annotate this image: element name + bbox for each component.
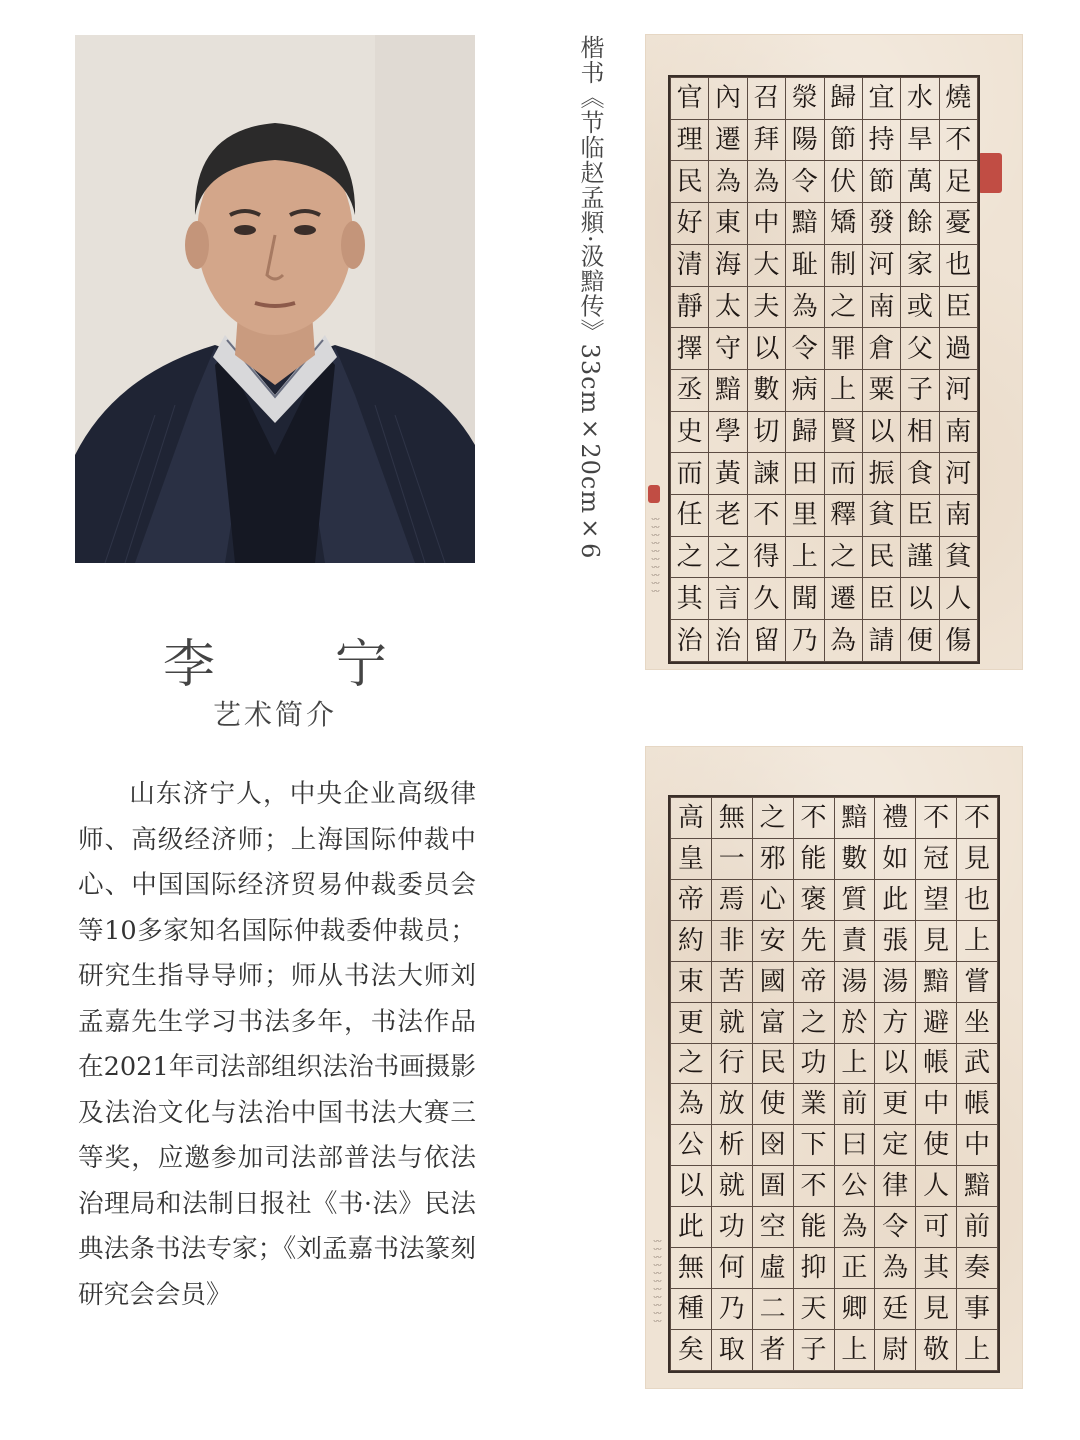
calligraphy-character: 定 xyxy=(875,1125,916,1166)
calligraphy-character: 中 xyxy=(747,203,785,245)
calligraphy-character: 以 xyxy=(901,578,939,620)
calligraphy-character: 帝 xyxy=(793,961,834,1002)
calligraphy-character: 任 xyxy=(671,495,709,537)
calligraphy-character: 之 xyxy=(824,536,862,578)
calligraphy-character: 放 xyxy=(711,1084,752,1125)
calligraphy-character: 前 xyxy=(834,1084,875,1125)
calligraphy-character: 國 xyxy=(752,961,793,1002)
character-grid-2 xyxy=(668,795,1000,1373)
calligraphy-character: 民 xyxy=(671,161,709,203)
grid-row xyxy=(671,328,978,370)
calligraphy-character: 之 xyxy=(793,1002,834,1043)
calligraphy-character: 為 xyxy=(747,161,785,203)
calligraphy-character: 人 xyxy=(916,1166,957,1207)
calligraphy-character: 南 xyxy=(862,286,900,328)
calligraphy-character: 曰 xyxy=(834,1125,875,1166)
grid-row xyxy=(671,536,978,578)
calligraphy-character: 武 xyxy=(957,1043,998,1084)
calligraphy-character: 數 xyxy=(834,838,875,879)
calligraphy-character: 帝 xyxy=(671,879,712,920)
calligraphy-character: 上 xyxy=(824,369,862,411)
calligraphy-character: 方 xyxy=(875,1002,916,1043)
calligraphy-character: 不 xyxy=(793,798,834,839)
calligraphy-character: 律 xyxy=(875,1166,916,1207)
calligraphy-character: 上 xyxy=(834,1329,875,1370)
grid-row xyxy=(671,1002,998,1043)
calligraphy-character: 令 xyxy=(786,328,824,370)
artist-subtitle: 艺术简介 xyxy=(212,698,337,731)
calligraphy-character: 田 xyxy=(786,453,824,495)
calligraphy-character: 不 xyxy=(957,798,998,839)
calligraphy-character: 此 xyxy=(875,879,916,920)
calligraphy-character: 望 xyxy=(916,879,957,920)
calligraphy-character: 海 xyxy=(709,244,747,286)
calligraphy-character: 史 xyxy=(671,411,709,453)
calligraphy-character: 過 xyxy=(939,328,977,370)
calligraphy-character: 之 xyxy=(709,536,747,578)
calligraphy-character: 伏 xyxy=(824,161,862,203)
calligraphy-character: 以 xyxy=(747,328,785,370)
calligraphy-character: 此 xyxy=(671,1207,712,1248)
grid-row xyxy=(671,203,978,245)
portrait-illustration xyxy=(75,35,475,563)
grid-row xyxy=(671,961,998,1002)
calligraphy-character: 旱 xyxy=(901,119,939,161)
grid-row xyxy=(671,78,978,120)
calligraphy-character: 請 xyxy=(862,620,900,662)
calligraphy-character: 為 xyxy=(824,620,862,662)
grid-row xyxy=(671,1043,998,1084)
calligraphy-character: 拜 xyxy=(747,119,785,161)
calligraphy-character: 遷 xyxy=(709,119,747,161)
grid-row xyxy=(671,119,978,161)
grid-row xyxy=(671,1329,998,1370)
calligraphy-character: 尉 xyxy=(875,1329,916,1370)
calligraphy-character: 民 xyxy=(752,1043,793,1084)
calligraphy-character: 功 xyxy=(711,1207,752,1248)
calligraphy-character: 或 xyxy=(901,286,939,328)
calligraphy-character: 子 xyxy=(901,369,939,411)
calligraphy-character: 可 xyxy=(916,1207,957,1248)
calligraphy-character: 召 xyxy=(747,78,785,120)
calligraphy-character: 卿 xyxy=(834,1289,875,1330)
calligraphy-character: 苦 xyxy=(711,961,752,1002)
calligraphy-character: 空 xyxy=(752,1207,793,1248)
calligraphy-character: 責 xyxy=(834,920,875,961)
calligraphy-character: 避 xyxy=(916,1002,957,1043)
calligraphy-character: 里 xyxy=(786,495,824,537)
calligraphy-character: 為 xyxy=(671,1084,712,1125)
calligraphy-character: 南 xyxy=(939,411,977,453)
calligraphy-character: 一 xyxy=(711,838,752,879)
calligraphy-character: 而 xyxy=(824,453,862,495)
calligraphy-character: 黯 xyxy=(916,961,957,1002)
grid-table-2 xyxy=(670,797,998,1371)
calligraphy-character: 切 xyxy=(747,411,785,453)
calligraphy-character: 也 xyxy=(957,879,998,920)
calligraphy-character: 官 xyxy=(671,78,709,120)
calligraphy-character: 不 xyxy=(793,1166,834,1207)
calligraphy-character: 黃 xyxy=(709,453,747,495)
calligraphy-character: 囹 xyxy=(752,1125,793,1166)
calligraphy-character: 燒 xyxy=(939,78,977,120)
calligraphy-character: 業 xyxy=(793,1084,834,1125)
grid-row xyxy=(671,1248,998,1289)
calligraphy-sheet-2 xyxy=(646,747,1022,1388)
calligraphy-character: 心 xyxy=(752,879,793,920)
calligraphy-character: 為 xyxy=(875,1248,916,1289)
calligraphy-character: 奏 xyxy=(957,1248,998,1289)
calligraphy-character: 也 xyxy=(939,244,977,286)
calligraphy-character: 不 xyxy=(916,798,957,839)
calligraphy-character: 留 xyxy=(747,620,785,662)
calligraphy-character: 無 xyxy=(671,1248,712,1289)
calligraphy-character: 其 xyxy=(671,578,709,620)
calligraphy-character: 以 xyxy=(671,1166,712,1207)
calligraphy-character: 能 xyxy=(793,838,834,879)
calligraphy-character: 上 xyxy=(786,536,824,578)
calligraphy-character: 粟 xyxy=(862,369,900,411)
calligraphy-character: 如 xyxy=(875,838,916,879)
calligraphy-character: 內 xyxy=(709,78,747,120)
calligraphy-character: 靜 xyxy=(671,286,709,328)
calligraphy-character: 見 xyxy=(916,1289,957,1330)
calligraphy-character: 諫 xyxy=(747,453,785,495)
calligraphy-character: 餘 xyxy=(901,203,939,245)
calligraphy-character: 前 xyxy=(957,1207,998,1248)
calligraphy-character: 河 xyxy=(939,453,977,495)
calligraphy-character: 焉 xyxy=(711,879,752,920)
calligraphy-character: 數 xyxy=(747,369,785,411)
calligraphy-character: 何 xyxy=(711,1248,752,1289)
calligraphy-character: 遷 xyxy=(824,578,862,620)
calligraphy-character: 相 xyxy=(901,411,939,453)
calligraphy-character: 滎 xyxy=(786,78,824,120)
calligraphy-character: 種 xyxy=(671,1289,712,1330)
calligraphy-character: 湯 xyxy=(875,961,916,1002)
calligraphy-character: 父 xyxy=(901,328,939,370)
calligraphy-character: 取 xyxy=(711,1329,752,1370)
calligraphy-character: 束 xyxy=(671,961,712,1002)
calligraphy-character: 憂 xyxy=(939,203,977,245)
calligraphy-character: 足 xyxy=(939,161,977,203)
calligraphy-character: 陽 xyxy=(786,119,824,161)
calligraphy-character: 為 xyxy=(834,1207,875,1248)
artist-signature-2: 〰〰〰〰〰〰〰〰〰〰〰 xyxy=(653,1237,662,1325)
calligraphy-character: 析 xyxy=(711,1125,752,1166)
calligraphy-character: 罪 xyxy=(824,328,862,370)
calligraphy-character: 水 xyxy=(901,78,939,120)
calligraphy-character: 貧 xyxy=(939,536,977,578)
calligraphy-character: 臣 xyxy=(939,286,977,328)
calligraphy-character: 乃 xyxy=(711,1289,752,1330)
calligraphy-character: 抑 xyxy=(793,1248,834,1289)
calligraphy-character: 矣 xyxy=(671,1329,712,1370)
calligraphy-character: 得 xyxy=(747,536,785,578)
character-grid-1 xyxy=(668,75,980,664)
calligraphy-character: 更 xyxy=(671,1002,712,1043)
calligraphy-character: 以 xyxy=(862,411,900,453)
grid-row xyxy=(671,838,998,879)
calligraphy-character: 黯 xyxy=(834,798,875,839)
calligraphy-character: 令 xyxy=(786,161,824,203)
calligraphy-character: 太 xyxy=(709,286,747,328)
calligraphy-character: 臣 xyxy=(862,578,900,620)
artist-portrait xyxy=(75,35,475,563)
grid-row xyxy=(671,495,978,537)
calligraphy-character: 家 xyxy=(901,244,939,286)
grid-row xyxy=(671,798,998,839)
calligraphy-character: 先 xyxy=(793,920,834,961)
calligraphy-character: 敬 xyxy=(916,1329,957,1370)
calligraphy-character: 賢 xyxy=(824,411,862,453)
calligraphy-character: 貧 xyxy=(862,495,900,537)
grid-row xyxy=(671,879,998,920)
calligraphy-character: 虛 xyxy=(752,1248,793,1289)
calligraphy-character: 河 xyxy=(862,244,900,286)
calligraphy-character: 富 xyxy=(752,1002,793,1043)
calligraphy-character: 就 xyxy=(711,1166,752,1207)
calligraphy-character: 不 xyxy=(747,495,785,537)
calligraphy-character: 歸 xyxy=(824,78,862,120)
calligraphy-character: 中 xyxy=(957,1125,998,1166)
calligraphy-character: 謹 xyxy=(901,536,939,578)
calligraphy-character: 二 xyxy=(752,1289,793,1330)
artwork-caption: 楷书《节临赵孟頫·汲黯传》33cm×20cm×6 xyxy=(576,35,604,560)
calligraphy-character: 安 xyxy=(752,920,793,961)
calligraphy-character: 食 xyxy=(901,453,939,495)
calligraphy-character: 便 xyxy=(901,620,939,662)
calligraphy-character: 夫 xyxy=(747,286,785,328)
calligraphy-character: 擇 xyxy=(671,328,709,370)
grid-row xyxy=(671,244,978,286)
calligraphy-character: 節 xyxy=(824,119,862,161)
calligraphy-character: 高 xyxy=(671,798,712,839)
calligraphy-character: 而 xyxy=(671,453,709,495)
calligraphy-character: 者 xyxy=(752,1329,793,1370)
calligraphy-character: 臣 xyxy=(901,495,939,537)
calligraphy-character: 丞 xyxy=(671,369,709,411)
calligraphy-character: 見 xyxy=(957,838,998,879)
calligraphy-character: 歸 xyxy=(786,411,824,453)
grid-table-1 xyxy=(670,77,978,662)
calligraphy-character: 於 xyxy=(834,1002,875,1043)
grid-row xyxy=(671,620,978,662)
calligraphy-character: 治 xyxy=(709,620,747,662)
calligraphy-character: 就 xyxy=(711,1002,752,1043)
calligraphy-character: 非 xyxy=(711,920,752,961)
grid-row xyxy=(671,920,998,961)
calligraphy-character: 病 xyxy=(786,369,824,411)
calligraphy-character: 宜 xyxy=(862,78,900,120)
calligraphy-character: 民 xyxy=(862,536,900,578)
calligraphy-character: 守 xyxy=(709,328,747,370)
artist-signature-1: 〰〰〰〰〰〰〰〰〰〰 xyxy=(651,515,660,595)
calligraphy-character: 嘗 xyxy=(957,961,998,1002)
calligraphy-character: 乃 xyxy=(786,620,824,662)
calligraphy-character: 之 xyxy=(671,1043,712,1084)
calligraphy-sheet-1 xyxy=(646,35,1022,669)
calligraphy-character: 湯 xyxy=(834,961,875,1002)
calligraphy-character: 使 xyxy=(916,1125,957,1166)
calligraphy-character: 上 xyxy=(957,1329,998,1370)
calligraphy-character: 正 xyxy=(834,1248,875,1289)
calligraphy-character: 老 xyxy=(709,495,747,537)
calligraphy-character: 褒 xyxy=(793,879,834,920)
calligraphy-character: 大 xyxy=(747,244,785,286)
grid-row xyxy=(671,1207,998,1248)
calligraphy-character: 中 xyxy=(916,1084,957,1125)
calligraphy-character: 振 xyxy=(862,453,900,495)
calligraphy-character: 東 xyxy=(709,203,747,245)
calligraphy-character: 之 xyxy=(671,536,709,578)
calligraphy-character: 好 xyxy=(671,203,709,245)
calligraphy-character: 制 xyxy=(824,244,862,286)
calligraphy-character: 言 xyxy=(709,578,747,620)
calligraphy-character: 圄 xyxy=(752,1166,793,1207)
calligraphy-character: 上 xyxy=(957,920,998,961)
calligraphy-character: 為 xyxy=(786,286,824,328)
calligraphy-character: 萬 xyxy=(901,161,939,203)
calligraphy-character: 能 xyxy=(793,1207,834,1248)
calligraphy-character: 黯 xyxy=(709,369,747,411)
calligraphy-character: 禮 xyxy=(875,798,916,839)
calligraphy-character: 皇 xyxy=(671,838,712,879)
grid-row xyxy=(671,411,978,453)
calligraphy-character: 節 xyxy=(862,161,900,203)
calligraphy-character: 張 xyxy=(875,920,916,961)
grid-row xyxy=(671,1166,998,1207)
artist-name: 李 宁 xyxy=(162,635,421,695)
calligraphy-character: 釋 xyxy=(824,495,862,537)
calligraphy-character: 坐 xyxy=(957,1002,998,1043)
calligraphy-character: 無 xyxy=(711,798,752,839)
calligraphy-character: 人 xyxy=(939,578,977,620)
calligraphy-character: 耻 xyxy=(786,244,824,286)
calligraphy-character: 事 xyxy=(957,1289,998,1330)
calligraphy-character: 見 xyxy=(916,920,957,961)
calligraphy-character: 發 xyxy=(862,203,900,245)
calligraphy-character: 以 xyxy=(875,1043,916,1084)
calligraphy-character: 公 xyxy=(671,1125,712,1166)
calligraphy-character: 質 xyxy=(834,879,875,920)
calligraphy-character: 帳 xyxy=(916,1043,957,1084)
grid-row xyxy=(671,1289,998,1330)
calligraphy-character: 其 xyxy=(916,1248,957,1289)
calligraphy-character: 公 xyxy=(834,1166,875,1207)
calligraphy-character: 南 xyxy=(939,495,977,537)
calligraphy-character: 河 xyxy=(939,369,977,411)
calligraphy-character: 子 xyxy=(793,1329,834,1370)
calligraphy-character: 治 xyxy=(671,620,709,662)
seal-stamp-top xyxy=(978,153,1002,193)
grid-row xyxy=(671,369,978,411)
calligraphy-character: 下 xyxy=(793,1125,834,1166)
calligraphy-character: 不 xyxy=(939,119,977,161)
calligraphy-character: 行 xyxy=(711,1043,752,1084)
calligraphy-character: 久 xyxy=(747,578,785,620)
calligraphy-character: 更 xyxy=(875,1084,916,1125)
artist-biography: 山东济宁人，中央企业高级律师、高级经济师；上海国际仲裁中心、中国国际经济贸易仲裁委员会等10多家知名国际仲裁委仲裁员；研究生指导导师；师从书法大师刘孟嘉先生学习书法多年，书法作品在2021年司法部组织法治书画摄影及法治文化与法治中国书法大赛三等奖，应邀参加司法部普法与依法治理局和法制日报社《书·法》民法典法条书法专家；《刘孟嘉书法篆刻研究会会员》 xyxy=(78,779,476,1310)
calligraphy-character: 為 xyxy=(709,161,747,203)
calligraphy-character: 上 xyxy=(834,1043,875,1084)
calligraphy-character: 聞 xyxy=(786,578,824,620)
calligraphy-character: 倉 xyxy=(862,328,900,370)
calligraphy-character: 學 xyxy=(709,411,747,453)
calligraphy-character: 功 xyxy=(793,1043,834,1084)
calligraphy-character: 之 xyxy=(752,798,793,839)
calligraphy-character: 邪 xyxy=(752,838,793,879)
calligraphy-character: 傷 xyxy=(939,620,977,662)
seal-stamp-small xyxy=(648,485,660,503)
grid-row xyxy=(671,1084,998,1125)
calligraphy-character: 冠 xyxy=(916,838,957,879)
grid-row xyxy=(671,161,978,203)
calligraphy-character: 天 xyxy=(793,1289,834,1330)
grid-row xyxy=(671,1125,998,1166)
calligraphy-character: 令 xyxy=(875,1207,916,1248)
calligraphy-character: 黯 xyxy=(786,203,824,245)
grid-row xyxy=(671,578,978,620)
calligraphy-character: 帳 xyxy=(957,1084,998,1125)
calligraphy-character: 理 xyxy=(671,119,709,161)
calligraphy-character: 之 xyxy=(824,286,862,328)
calligraphy-character: 清 xyxy=(671,244,709,286)
calligraphy-character: 約 xyxy=(671,920,712,961)
calligraphy-character: 黯 xyxy=(957,1166,998,1207)
calligraphy-character: 使 xyxy=(752,1084,793,1125)
grid-row xyxy=(671,286,978,328)
calligraphy-character: 廷 xyxy=(875,1289,916,1330)
grid-row xyxy=(671,453,978,495)
calligraphy-character: 矯 xyxy=(824,203,862,245)
calligraphy-character: 持 xyxy=(862,119,900,161)
